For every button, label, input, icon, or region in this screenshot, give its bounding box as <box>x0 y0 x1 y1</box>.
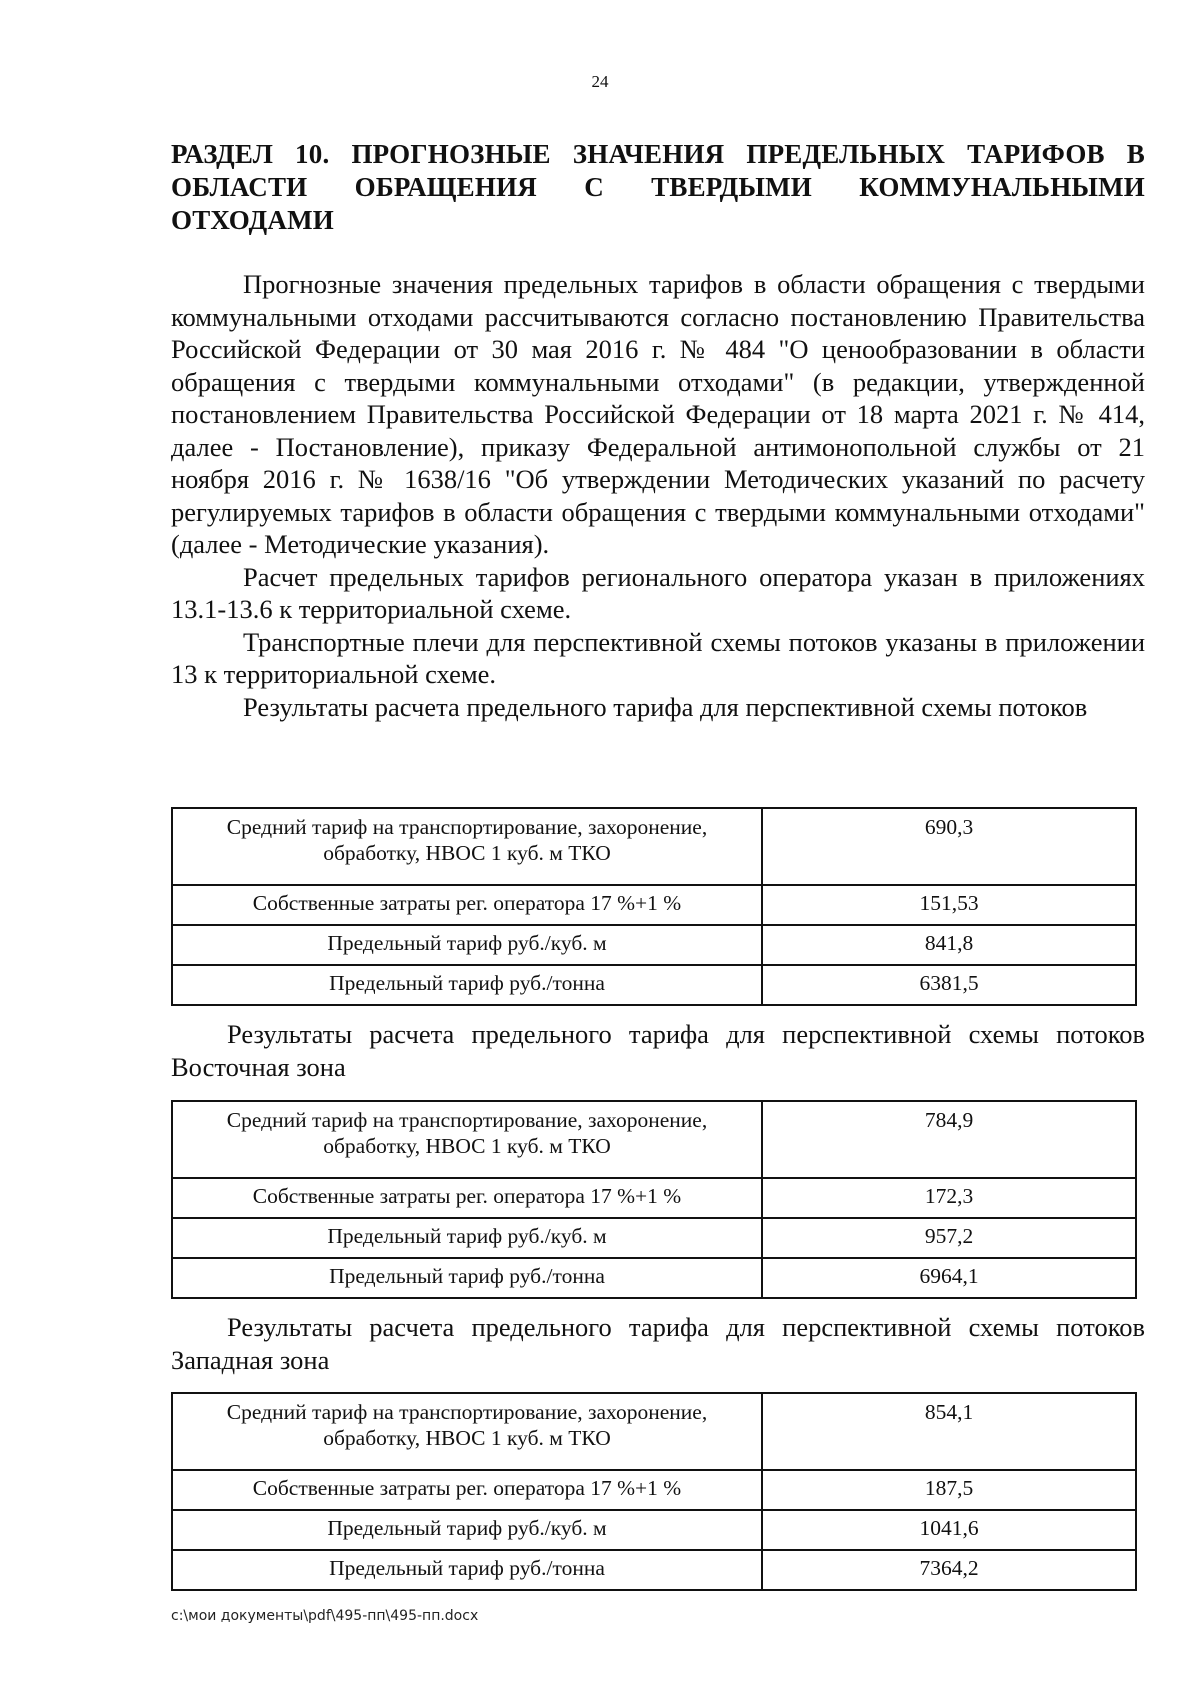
row-label: Предельный тариф руб./тонна <box>172 1550 762 1590</box>
footer-file-path: c:\мои документы\pdf\495-пп\495-пп.docx <box>171 1608 479 1624</box>
paragraph-pricing-basis: Прогнозные значения предельных тарифов в области обращения с твердыми коммунальными отходами рассчитываются согласно постановлению Правительства Российской Федерации от 30 мая 2016 г. № 484 "О ценообразовании в области обращения с твердыми коммунальными отходами" (в редакции, утвержденной постановлением Правительства Российской Федерации от 18 марта 2021 г. № 414, далее - Постановление), приказу Федеральной антимонопольной службы от 21 ноября 2016 г. № 1638/16 "Об утверждении Методических указаний по расчету регулируемых тарифов в области обращения с твердыми коммунальными отходами" (далее - Методические указания). <box>171 269 1145 559</box>
row-label: Предельный тариф руб./тонна <box>172 1258 762 1298</box>
paragraph-results-intro: Результаты расчета предельного тарифа для перспективной схемы потоков <box>243 691 1088 722</box>
page-number: 24 <box>591 72 609 91</box>
table-row <box>172 885 1136 925</box>
table-row <box>172 1101 1136 1178</box>
row-label: Средний тариф на транспортирование, захоронение, обработку, НВОС 1 куб. м ТКО <box>172 1101 762 1178</box>
row-value: 690,3 <box>762 808 1136 885</box>
caption-east-zone: Результаты расчета предельного тарифа для перспективной схемы потоков Восточная зона <box>171 1019 1145 1082</box>
row-label: Средний тариф на транспортирование, захоронение, обработку, НВОС 1 куб. м ТКО <box>172 1393 762 1470</box>
row-label: Предельный тариф руб./тонна <box>172 965 762 1005</box>
table-row <box>172 965 1136 1005</box>
tariff-table-west-zone <box>171 1392 1137 1591</box>
row-value: 7364,2 <box>762 1550 1136 1590</box>
table-row <box>172 1510 1136 1550</box>
row-value: 6964,1 <box>762 1258 1136 1298</box>
row-value: 151,53 <box>762 885 1136 925</box>
row-label: Средний тариф на транспортирование, захоронение, обработку, НВОС 1 куб. м ТКО <box>172 808 762 885</box>
row-label: Собственные затраты рег. оператора 17 %+1 % <box>172 1470 762 1510</box>
row-value: 854,1 <box>762 1393 1136 1470</box>
paragraph-calculation: Расчет предельных тарифов регионального оператора указан в приложениях 13.1-13.6 к территориальной схеме. <box>171 561 1145 624</box>
row-value: 172,3 <box>762 1178 1136 1218</box>
row-value: 187,5 <box>762 1470 1136 1510</box>
table-row <box>172 1218 1136 1258</box>
table-row <box>172 925 1136 965</box>
table-row <box>172 1258 1136 1298</box>
table-row <box>172 808 1136 885</box>
table-row <box>172 1470 1136 1510</box>
table-row <box>172 1178 1136 1218</box>
intro-text <box>171 268 1145 723</box>
row-label: Собственные затраты рег. оператора 17 %+1 % <box>172 885 762 925</box>
section-title: РАЗДЕЛ 10. ПРОГНОЗНЫЕ ЗНАЧЕНИЯ ПРЕДЕЛЬНЫХ ТАРИФОВ В ОБЛАСТИ ОБРАЩЕНИЯ С ТВЕРДЫМИ КОММУНАЛЬНЫМИ ОТХОДАМИ <box>171 139 1145 235</box>
paragraph-transport: Транспортные плечи для перспективной схемы потоков указаны в приложении 13 к территориальной схеме. <box>171 626 1145 689</box>
tariff-table-overall <box>171 807 1137 1006</box>
table-row <box>172 1550 1136 1590</box>
row-value: 841,8 <box>762 925 1136 965</box>
row-label: Предельный тариф руб./куб. м <box>172 1510 762 1550</box>
row-label: Предельный тариф руб./куб. м <box>172 925 762 965</box>
row-value: 957,2 <box>762 1218 1136 1258</box>
row-value: 1041,6 <box>762 1510 1136 1550</box>
tariff-table-east-zone <box>171 1100 1137 1299</box>
row-value: 6381,5 <box>762 965 1136 1005</box>
row-label: Собственные затраты рег. оператора 17 %+1 % <box>172 1178 762 1218</box>
row-value: 784,9 <box>762 1101 1136 1178</box>
caption-west-zone: Результаты расчета предельного тарифа для перспективной схемы потоков Западная зона <box>171 1312 1145 1375</box>
table-row <box>172 1393 1136 1470</box>
row-label: Предельный тариф руб./куб. м <box>172 1218 762 1258</box>
